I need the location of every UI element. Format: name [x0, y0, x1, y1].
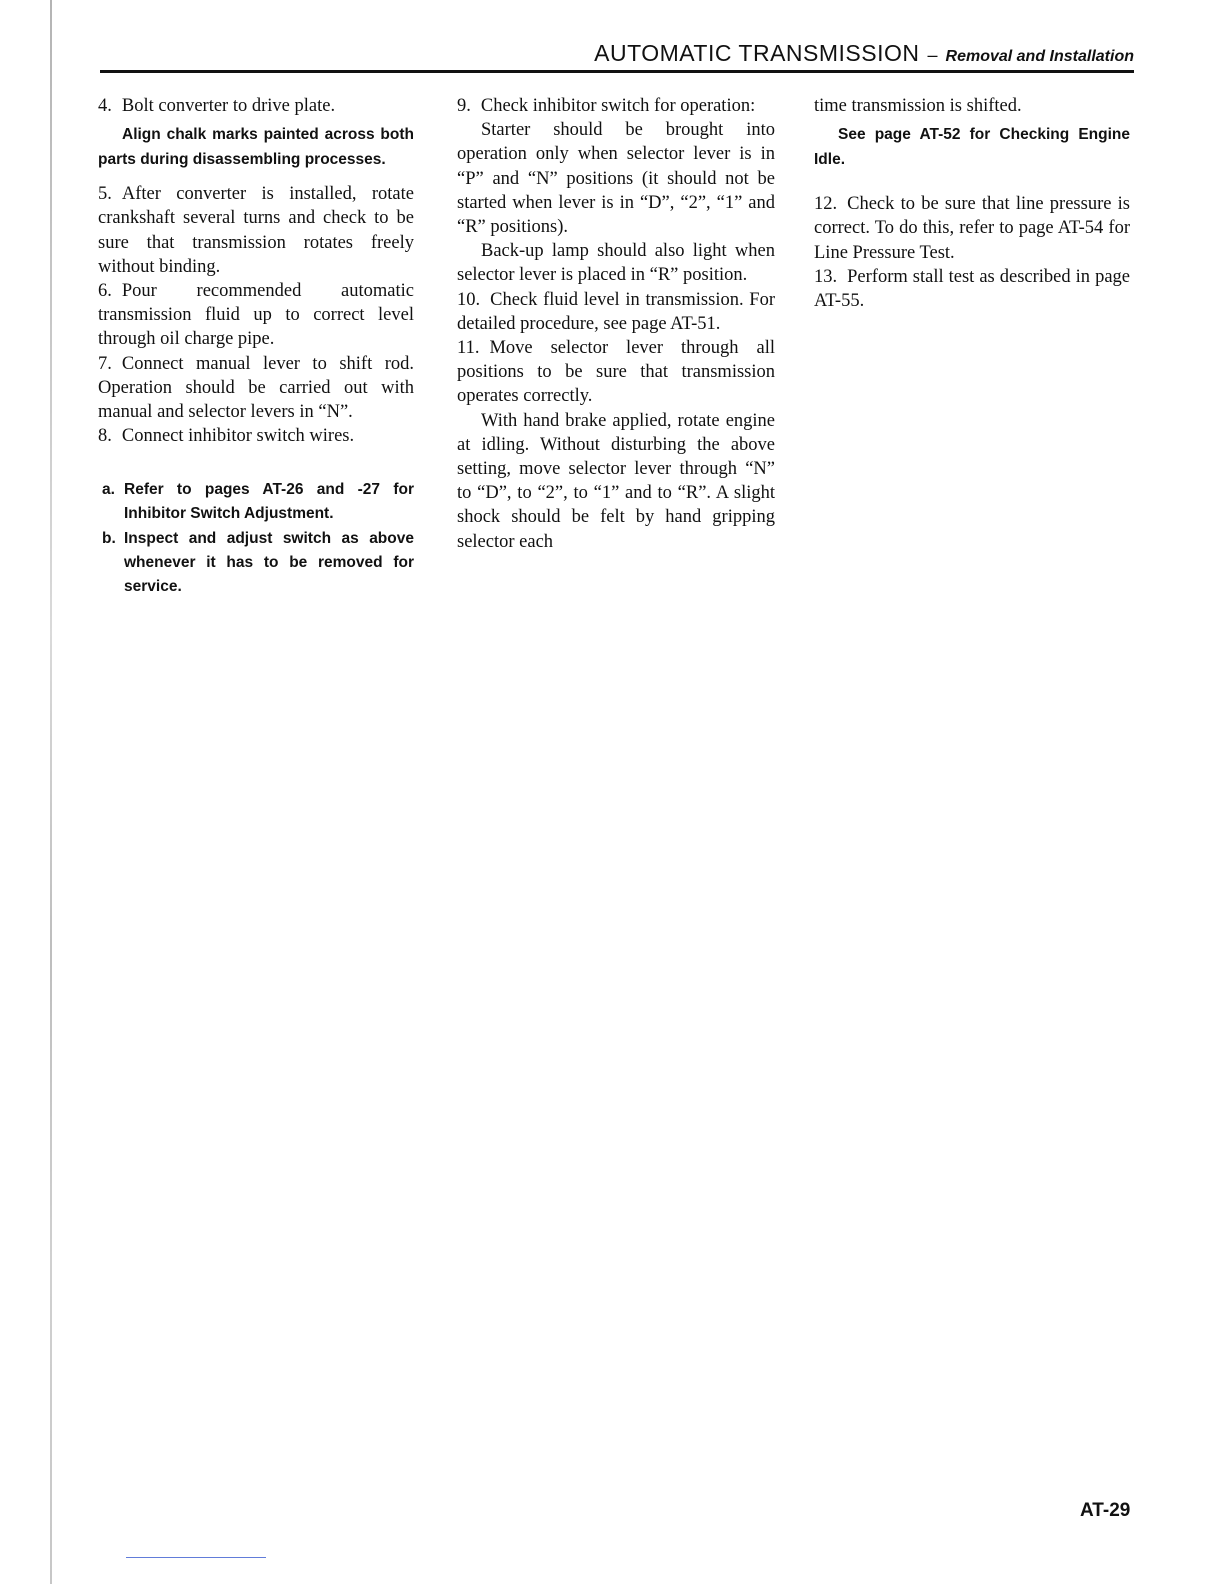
step-text: Bolt converter to drive plate. — [121, 96, 336, 116]
subnote-text: Inspect and adjust switch as above whenever it has to be removed for service. — [124, 530, 414, 596]
note-align-chalk-marks: Align chalk marks painted across both parts during disassembling processes. — [98, 126, 414, 169]
column-left — [98, 94, 414, 600]
step-5 — [98, 182, 414, 279]
para-hand-brake: With hand brake applied, rotate engine at idling. Without disturbing the above setting, move selector lever through “N” to “D”, to “2”, to “1” and to “R”. A slight shock should be felt by hand gripping selector each — [457, 410, 775, 552]
step-12 — [814, 192, 1130, 265]
step-number: 4. — [98, 96, 112, 116]
step-number: 6. — [98, 281, 112, 302]
para-backup-lamp: Back-up lamp should also light when selector lever is placed in “R” position. — [457, 241, 775, 286]
subnote-text: Refer to pages AT-26 and -27 for Inhibitor Switch Adjustment. — [124, 481, 414, 523]
step-4 — [98, 94, 414, 118]
column-middle — [457, 94, 775, 554]
subnote-a — [98, 478, 414, 526]
column-right — [814, 94, 1130, 313]
step-number: 9. — [457, 96, 471, 116]
subnote-mark: b. — [102, 530, 116, 548]
step-number: 7. — [98, 353, 112, 374]
step-11 — [457, 336, 775, 409]
header-subtitle: Removal and Installation — [945, 48, 1134, 65]
page-header — [100, 40, 1134, 70]
footer-rule — [126, 1557, 266, 1558]
header-separator: – — [927, 45, 938, 65]
inhibitor-subnotes — [98, 478, 414, 599]
subnote-b — [98, 527, 414, 599]
note-engine-idle: See page AT-52 for Checking Engine Idle. — [814, 126, 1130, 169]
step-text: Check inhibitor switch for operation: — [480, 96, 756, 116]
step-text: Perform stall test as described in page AT-55. — [814, 266, 1130, 312]
header-rule — [100, 70, 1134, 73]
step-text: Connect manual lever to shift rod. Operation should be carried out with manual and selector levers in “N”. — [98, 353, 414, 423]
step-text: Check to be sure that line pressure is correct. To do this, refer to page AT-54 for Line Pressure Test. — [814, 194, 1130, 263]
step-number: 11. — [457, 338, 480, 359]
step-text: After converter is installed, rotate crankshaft several turns and check to be sure that transmission rotates freely without binding. — [98, 184, 414, 277]
binding-edge-line — [50, 0, 52, 1584]
step-8 — [98, 424, 414, 448]
step-13 — [814, 265, 1130, 313]
step-10 — [457, 288, 775, 336]
step-number: 5. — [98, 184, 112, 205]
para-starter-operation: Starter should be brought into operation only when selector lever is in “P” and “N” positions (it should not be started when lever is in “D”, “2”, “1” and “R” positions). — [457, 120, 775, 238]
continuation-text: time transmission is shifted. — [814, 96, 1022, 116]
step-number: 10. — [457, 289, 481, 310]
step-text: Move selector lever through all positions to be sure that transmission operates correctly. — [457, 338, 775, 407]
step-6 — [98, 279, 414, 352]
step-number: 12. — [814, 194, 838, 215]
step-7 — [98, 352, 414, 425]
step-text: Connect inhibitor switch wires. — [121, 426, 355, 447]
subnote-mark: a. — [102, 481, 115, 499]
header-title: AUTOMATIC TRANSMISSION — [594, 40, 920, 66]
step-number: 8. — [98, 426, 112, 447]
step-text: Pour recommended automatic transmission fluid up to correct level through oil charge pipe. — [98, 281, 414, 350]
step-text: Check fluid level in transmission. For detailed procedure, see page AT-51. — [457, 289, 775, 334]
page-number: AT-29 — [1080, 1500, 1131, 1521]
step-9 — [457, 94, 775, 118]
step-number: 13. — [814, 266, 838, 287]
